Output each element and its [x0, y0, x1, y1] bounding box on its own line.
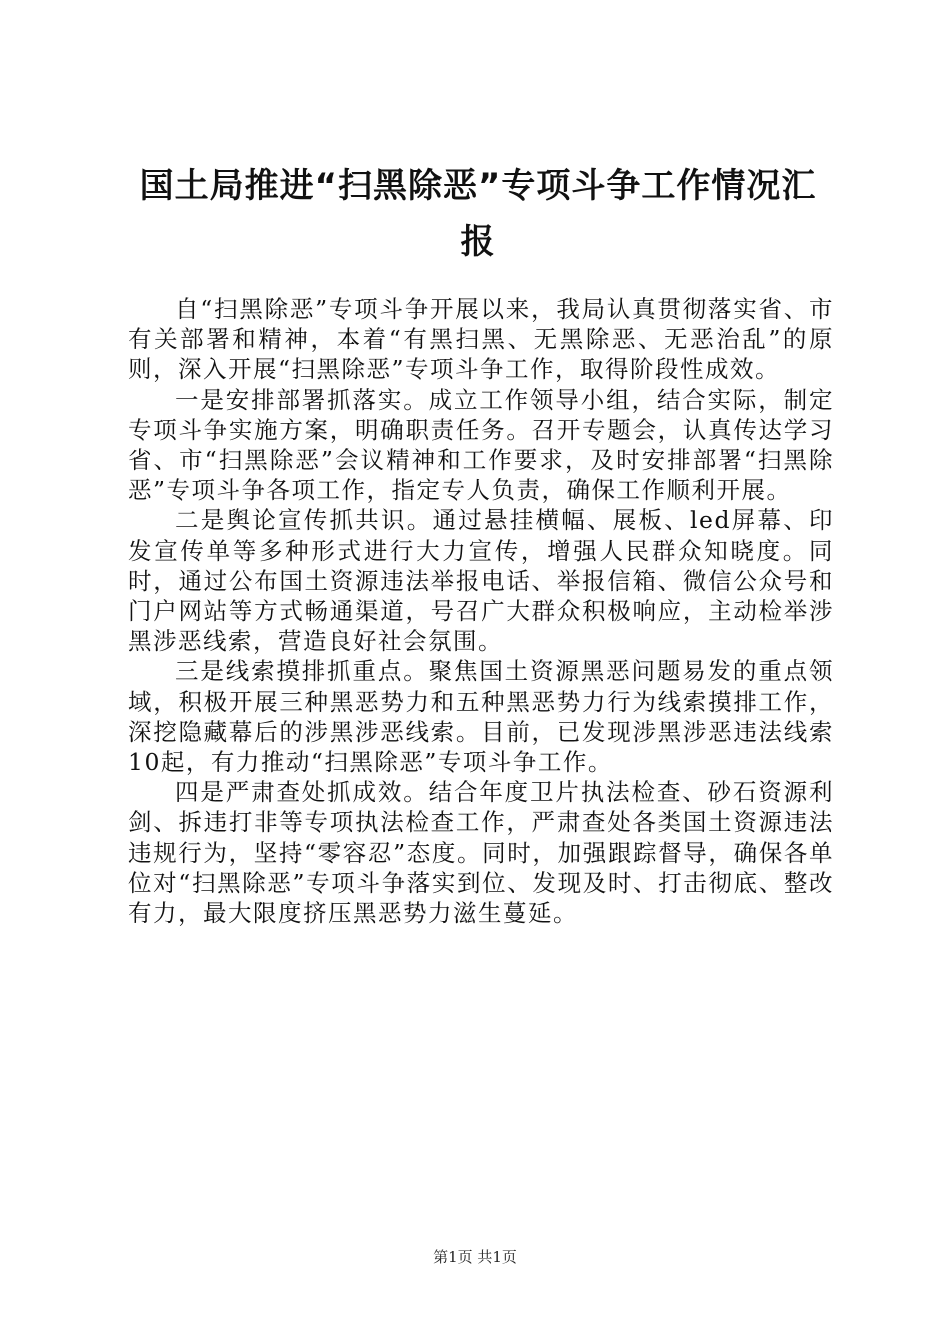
paragraph-3: 三是线索摸排抓重点。聚焦国土资源黑恶问题易发的重点领域，积极开展三种黑恶势力和五种黑恶势力行为线索摸排工作，深挖隐藏幕后的涉黑涉恶线索。目前，已发现涉黑涉恶违法线索10起，有力推动“扫黑除恶”专项斗争工作。 [128, 657, 834, 777]
paragraph-intro: 自“扫黑除恶”专项斗争开展以来，我局认真贯彻落实省、市有关部署和精神，本着“有黑扫黑、无黑除恶、无恶治乱”的原则，深入开展“扫黑除恶”专项斗争工作，取得阶段性成效。 [128, 295, 834, 384]
document-body [128, 294, 834, 928]
paragraph-2: 二是舆论宣传抓共识。通过悬挂横幅、展板、led屏幕、印发宣传单等多种形式进行大力宣传，增强人民群众知晓度。同时，通过公布国土资源违法举报电话、举报信箱、微信公众号和门户网站等方式畅通渠道，号召广大群众积极响应，主动检举涉黑涉恶线索，营造良好社会氛围。 [128, 506, 834, 656]
paragraph-1: 一是安排部署抓落实。成立工作领导小组，结合实际，制定专项斗争实施方案，明确职责任务。召开专题会，认真传达学习省、市“扫黑除恶”会议精神和工作要求，及时安排部署“扫黑除恶”专项斗争各项工作，指定专人负责，确保工作顺利开展。 [128, 385, 834, 505]
page-footer [0, 1246, 950, 1267]
paragraph-4: 四是严肃查处抓成效。结合年度卫片执法检查、砂石资源利剑、拆违打非等专项执法检查工作，严肃查处各类国土资源违法违规行为，坚持“零容忍”态度。同时，加强跟踪督导，确保各单位对“扫黑除恶”专项斗争落实到位、发现及时、打击彻底、整改有力，最大限度挤压黑恶势力滋生蔓延。 [128, 778, 834, 928]
page-number: 第1页 共1页 [433, 1248, 517, 1266]
document-title: 国土局推进“扫黑除恶”专项斗争工作情况汇报 [139, 166, 817, 262]
